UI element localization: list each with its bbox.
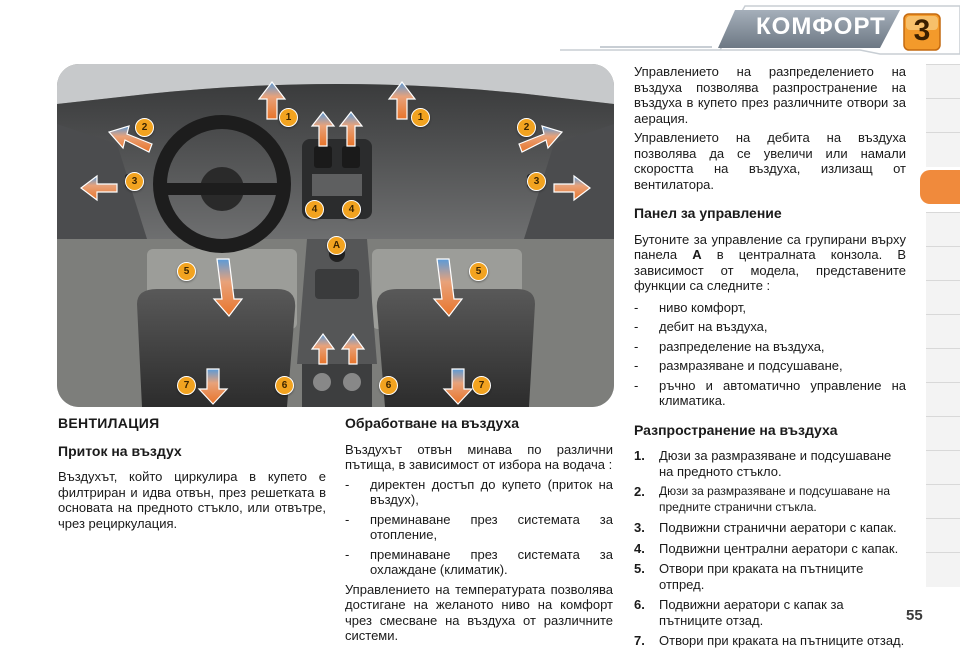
paragraph-distribution-control: Управлението на разпределението на въздуха позволява разпространение на въздуха в купето през различните отвори за аерация. [634,64,906,126]
side-tab[interactable] [926,484,960,519]
callout-1: 1 [411,108,430,127]
side-tab[interactable] [926,450,960,485]
side-tab[interactable] [926,64,960,99]
item-number: 5. [634,561,645,576]
side-tab[interactable] [926,518,960,553]
column-air-processing [345,416,613,644]
list-air-distribution [634,448,906,649]
list-item [634,597,906,628]
text: Бутоните за управление са групирани върху панела [634,231,906,262]
side-tab[interactable] [926,348,960,383]
callout-6: 6 [379,376,398,395]
item-text: Дюзи за размразяване и подсушаване на предните странични стъкла. [659,484,890,514]
callout-1: 1 [279,108,298,127]
callout-2: 2 [517,118,536,137]
list-item [634,633,906,649]
side-tab-active[interactable] [920,170,960,204]
callout-7: 7 [177,376,196,395]
paragraph-intro: Въздухът отвън минава по различни пътища, в зависимост от избора на водача : [345,441,613,472]
paragraph-air-intake: Въздухът, който циркулира в купето е филтриран и идва отвън, през решетката в основата на предното стъкло, или отвътре, чрез рециркулация. [58,469,326,531]
item-number: 4. [634,540,645,556]
car-interior-illustration [57,64,614,407]
item-number: 2. [634,484,645,499]
side-tab[interactable] [926,382,960,417]
text: в централната конзола. В зависимост от модела, предстaвените функции са следните : [634,247,906,293]
side-tab[interactable] [926,98,960,133]
heading-air-intake: Приток на въздух [58,442,182,459]
heading-air-processing: Обработване на въздуха [345,415,520,431]
callout-3: 3 [125,172,144,191]
item-text: Дюзи за размразяване и подсушаване на предното стъкло. [659,448,892,479]
heading-air-distribution: Разпространение на въздуха [634,421,838,438]
side-tab[interactable] [926,280,960,315]
side-tab[interactable] [926,552,960,587]
list-item: - ниво комфорт, [634,300,906,316]
item-number: 1. [634,448,645,463]
item-text: Подвижни странични аератори с капак. [659,520,897,535]
callout-5: 5 [469,262,488,281]
list-item: - директен достъп до купето (приток на въздух), [345,477,613,508]
paragraph-flow-control: Управлението на дебита на въздуха позволява да се увеличи или намали скоростта на въздуха, излизащ от вентилатора. [634,130,906,192]
list-item: - ръчно и автоматично управление на климатика. [634,378,906,409]
list-item: - дебит на въздуха, [634,319,906,335]
list-item [634,448,906,479]
paragraph-temperature: Управлението на температурата позволява достигане на желаното ниво на комфорт чрез смесване на въздуха от различните системи. [345,581,613,643]
side-tab[interactable] [926,246,960,281]
item-text: Отвори при краката на пътниците отпред. [659,561,864,592]
list-panel-functions [634,300,906,409]
side-tab[interactable] [926,212,960,247]
list-item: - преминаване през системата за отопление, [345,512,613,543]
item-text: Подвижни централни аератори с капак. [659,540,899,556]
side-tab[interactable] [926,132,960,167]
side-tab[interactable] [926,416,960,451]
item-text: Подвижни аератори с капак за пътниците отзад. [659,597,844,628]
section-title: КОМФОРТ [756,13,886,40]
list-item: - размразяване и подсушаване, [634,358,906,374]
list-item [634,484,906,515]
list-item [634,541,906,557]
callout-5: 5 [177,262,196,281]
callout-4: 4 [342,200,361,219]
callout-A: A [327,236,346,255]
item-number: 3. [634,520,645,535]
callout-3: 3 [527,172,546,191]
list-item: - преминаване през системата за охлаждане (климатик). [345,547,613,578]
heading-ventilation: ВЕНТИЛАЦИЯ [58,415,160,431]
page-number: 55 [906,607,923,624]
paragraph-control-panel [634,232,906,294]
side-tab[interactable] [926,314,960,349]
callout-2: 2 [135,118,154,137]
callout-4: 4 [305,200,324,219]
list-item: - разпределение на въздуха, [634,339,906,355]
column-controls [634,64,906,654]
item-text: Отвори при краката на пътниците отзад. [659,633,905,648]
chapter-number: 3 [913,14,931,47]
list-item [634,561,906,592]
callout-7: 7 [472,376,491,395]
list-item [634,520,906,536]
list-air-paths [345,477,613,578]
panel-reference: A [692,247,702,262]
callout-6: 6 [275,376,294,395]
heading-control-panel: Панел за управление [634,205,782,221]
item-number: 6. [634,597,645,612]
column-ventilation [58,416,326,531]
item-number: 7. [634,633,645,648]
